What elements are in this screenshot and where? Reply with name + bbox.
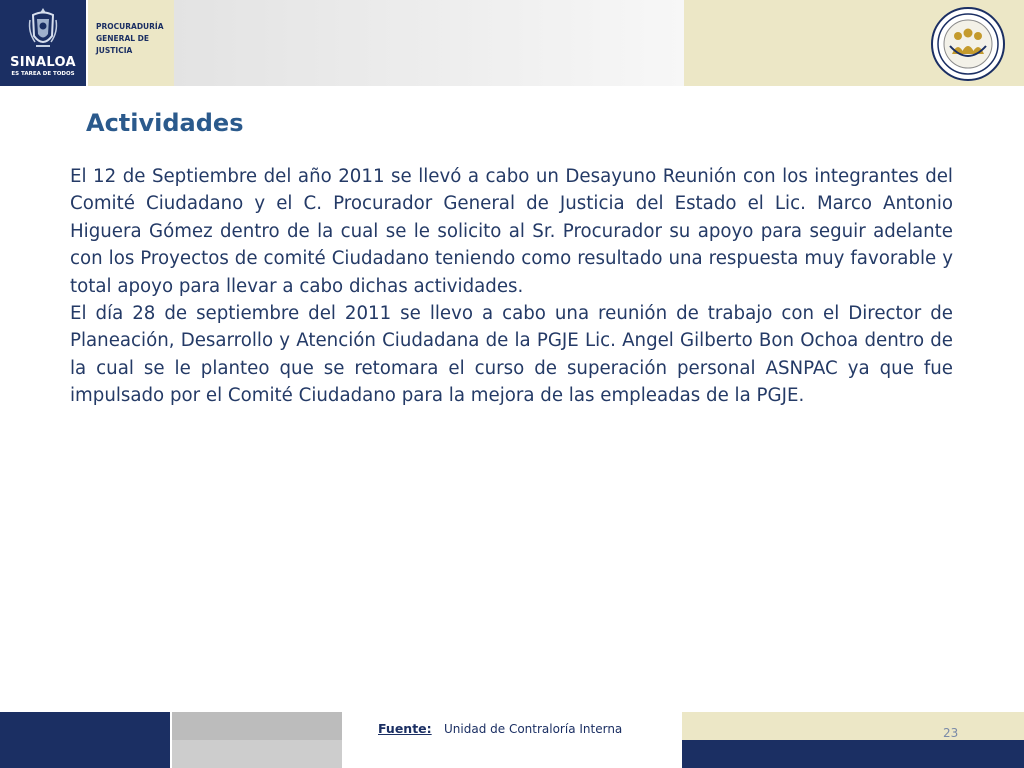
state-logo-block: [0, 0, 86, 86]
source-value: Unidad de Contraloría Interna: [444, 722, 623, 736]
footer-gray-block-lower: [172, 740, 342, 768]
slide-footer: [0, 712, 1024, 768]
state-tagline: ES TAREA DE TODOS: [11, 71, 75, 77]
footer-blue-block: [0, 712, 170, 768]
state-name: SINALOA: [10, 55, 76, 70]
footer-cream-block: [682, 712, 1024, 740]
slide-header: [0, 0, 1024, 86]
slide-body: [70, 163, 953, 410]
source-label: Fuente:: [378, 721, 432, 736]
footer-navy-block: [682, 740, 1024, 768]
committee-seal-icon: [930, 6, 1006, 82]
coat-of-arms-icon: [26, 6, 60, 52]
paragraph-1: El 12 de Septiembre del año 2011 se llevó a cabo un Desayuno Reunión con los integrantes del Comité Ciudadano y el C. Procurador General de Justicia del Estado el Lic. Marco Antonio Higuera Gómez dentro de la cual se le solicito al Sr. Procurador su apoyo para seguir adelante con los Proyectos de comité Ciudadano teniendo como resultado una respuesta muy favorable y total apoyo para llevar a cabo dichas actividades.: [70, 166, 953, 297]
header-gradient-band: [174, 0, 684, 86]
paragraph-2: El día 28 de septiembre del 2011 se llevo a cabo una reunión de trabajo con el Director de Planeación, Desarrollo y Atención Ciudadana de la PGJE Lic. Angel Gilberto Bon Ochoa dentro de la cual se le planteo que se retomara el curso de superación personal ASNPAC ya que fue impulsado por el Comité Ciudadano para la mejora de las empleadas de la PGJE.: [70, 303, 953, 407]
slide-title: Actividades: [86, 109, 244, 137]
footer-gray-block: [172, 712, 342, 740]
org-name: PROCURADURÍA GENERAL DE JUSTICIA: [96, 22, 164, 55]
page-number: 23: [943, 726, 959, 740]
